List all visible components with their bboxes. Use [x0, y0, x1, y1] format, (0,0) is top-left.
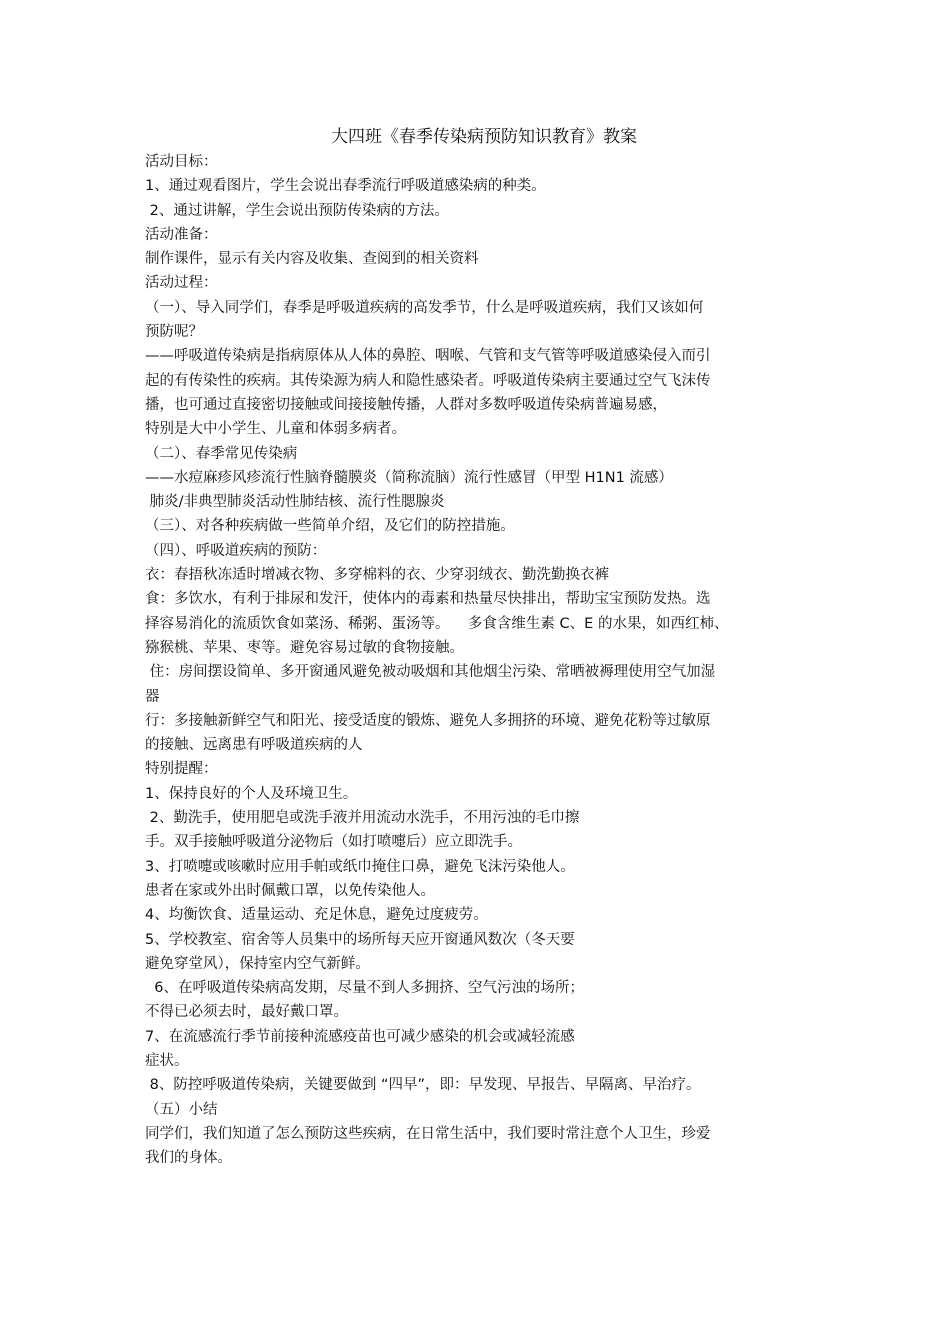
document-line: 7、在流感流行季节前接种流感疫苗也可减少感染的机会或减轻流感: [145, 1028, 575, 1045]
document-line: 特别提醒：: [145, 761, 218, 778]
document-line: 活动准备：: [145, 226, 218, 243]
document-line: 住：房间摆设简单、多开窗通风避免被动吸烟和其他烟尘污染、常晒被褥理使用空气加湿: [145, 664, 716, 681]
document-line: 5、学校教室、宿舍等人员集中的场所每天应开窗通风数次（冬天要: [145, 931, 575, 948]
document-lines: [145, 150, 815, 1170]
document-line: ——呼吸道传染病是指病原体从人体的鼻腔、咽喉、气管和支气管等呼吸道感染侵入而引: [145, 348, 711, 365]
document-line: 择容易消化的流质饮食如菜汤、稀粥、蛋汤等。 多食含维生素 C、E 的水果，如西红柿、: [145, 615, 729, 632]
document-line: 衣：春捂秋冻适时增减衣物、多穿棉料的衣、少穿羽绒衣、勤洗勤换衣裤: [145, 567, 609, 584]
document-line: 6、在呼吸道传染病高发期，尽量不到人多拥挤、空气污浊的场所；: [145, 980, 584, 997]
document-line: 2、通过讲解，学生会说出预防传染病的方法。: [145, 202, 449, 219]
document-line: （一）、导入同学们，春季是呼吸道疾病的高发季节，什么是呼吸道疾病，我们又该如何: [145, 299, 704, 316]
document-body: [145, 124, 815, 1170]
document-line: （四）、呼吸道疾病的预防：: [145, 542, 327, 559]
document-line: 3、打喷嚏或咳嗽时应用手帕或纸巾掩住口鼻，避免飞沫污染他人。: [145, 858, 575, 875]
document-line: 行：多接触新鲜空气和阳光、接受适度的锻炼、避免人多拥挤的环境、避免花粉等过敏原: [145, 712, 711, 729]
document-title: 大四班《春季传染病预防知识教育》教案: [331, 127, 637, 147]
document-line: 4、均衡饮食、适量运动、充足休息，避免过度疲劳。: [145, 907, 488, 924]
document-line: 器: [145, 688, 160, 705]
document-line: 猕猴桃、苹果、枣等。避免容易过敏的食物接触。: [145, 639, 464, 656]
document-line: 活动目标：: [145, 154, 218, 170]
document-line: 食：多饮水，有利于排尿和发汗，使体内的毒素和热量尽快排出，帮助宝宝预防发热。选: [145, 591, 711, 608]
document-line: 1、保持良好的个人及环境卫生。: [145, 785, 358, 802]
document-line: 的接触、远离患有呼吸道疾病的人: [145, 737, 363, 754]
document-line: ——水痘麻疹风疹流行性脑脊髓膜炎（简称流脑）流行性感冒（甲型 H1N1 流感）: [145, 469, 673, 486]
document-line: 症状。: [145, 1052, 189, 1069]
document-line: 1、通过观看图片，学生会说出春季流行呼吸道感染病的种类。: [145, 178, 546, 195]
document-line: 特别是大中小学生、儿童和体弱多病者。: [145, 421, 406, 438]
document-line: 2、勤洗手，使用肥皂或洗手液并用流动水洗手，不用污浊的毛巾擦: [145, 810, 580, 827]
document-line: 手。双手接触呼吸道分泌物后（如打喷嚏后）应立即洗手。: [145, 834, 522, 851]
document-line: （三）、对各种疾病做一些简单介绍，及它们的防控措施。: [145, 518, 515, 535]
document-line: 同学们，我们知道了怎么预防这些疾病，在日常生活中，我们要时常注意个人卫生，珍爱: [145, 1125, 711, 1142]
document-line: 患者在家或外出时佩戴口罩，以免传染他人。: [145, 882, 435, 899]
document-line: 肺炎/非典型肺炎活动性肺结核、流行性腮腺炎: [145, 494, 445, 511]
document-line: 活动过程：: [145, 275, 218, 292]
document-line: （二）、春季常见传染病: [145, 445, 298, 462]
document-line: 不得已必须去时，最好戴口罩。: [145, 1004, 348, 1021]
document-line: 8、防控呼吸道传染病，关键要做到 “四早”，即：早发现、早报告、早隔离、早治疗。: [145, 1077, 701, 1094]
document-line: 我们的身体。: [145, 1150, 232, 1167]
document-line: 预防呢？: [145, 324, 203, 341]
document-line: 起的有传染性的疾病。其传染源为病人和隐性感染者。呼吸道传染病主要通过空气飞沫传: [145, 372, 711, 389]
document-line: 避免穿堂风），保持室内空气新鲜。: [145, 955, 370, 972]
document-line: 播，也可通过直接密切接触或间接接触传播，人群对多数呼吸道传染病普遍易感，: [145, 396, 667, 413]
document-line: 制作课件，显示有关内容及收集、查阅到的相关资料: [145, 251, 479, 268]
document-line: （五）小结: [145, 1101, 218, 1118]
